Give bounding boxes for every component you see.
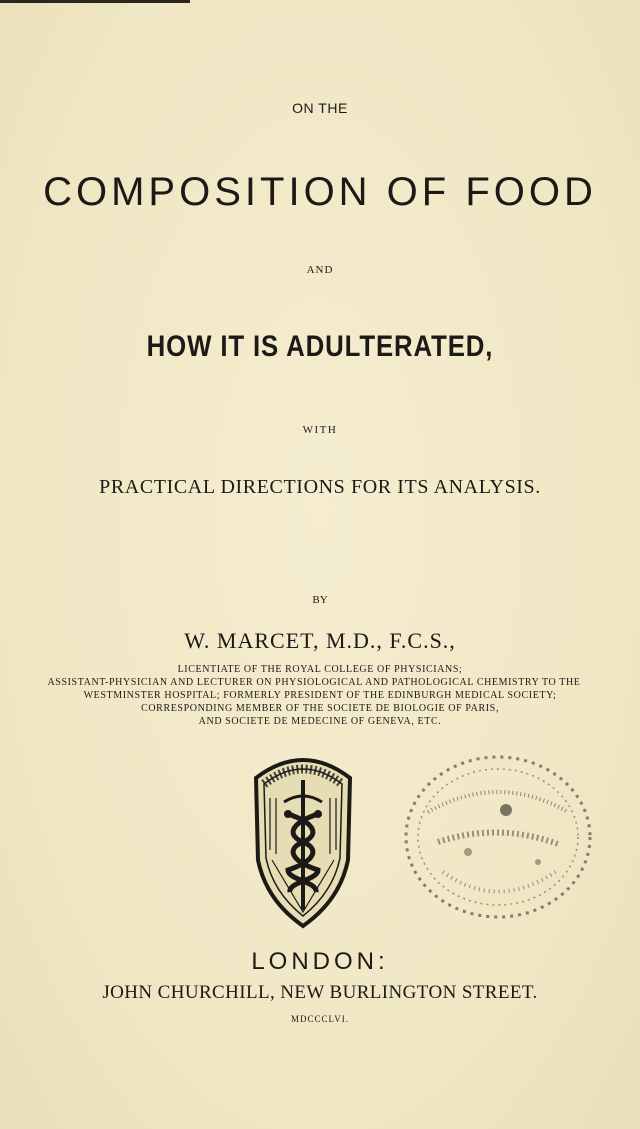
year-text: MDCCCLVI.: [291, 1014, 349, 1024]
by-text: BY: [312, 594, 328, 606]
with-text: WITH: [302, 424, 338, 436]
directions-title: PRACTICAL DIRECTIONS FOR ITS ANALYSIS.: [99, 476, 541, 498]
credential-line: WESTMINSTER HOSPITAL; FORMERLY PRESIDENT OF THE EDINBURGH MEDICAL SOCIETY;: [83, 690, 557, 701]
and-text: AND: [306, 264, 334, 276]
on-the-text: ON THE: [292, 100, 348, 116]
credential-line: ASSISTANT-PHYSICIAN AND LECTURER ON PHYSIOLOGICAL AND PATHOLOGICAL CHEMISTRY TO THE: [47, 677, 581, 688]
credential-line: CORRESPONDING MEMBER OF THE SOCIETE DE BIOLOGIE OF PARIS,: [141, 703, 499, 714]
publisher-text: JOHN CHURCHILL, NEW BURLINGTON STREET.: [102, 982, 538, 1003]
credential-line: AND SOCIETE DE MEDECINE OF GENEVA, ETC.: [198, 716, 442, 727]
subtitle: HOW IT IS ADULTERATED,: [146, 330, 494, 363]
city-text: LONDON:: [251, 948, 389, 975]
top-rule: [0, 0, 190, 3]
caduceus-shield-icon: [248, 750, 358, 930]
author-name: W. MARCET, M.D., F.C.S.,: [184, 628, 456, 653]
main-title: COMPOSITION OF FOOD: [43, 170, 597, 214]
faded-oval-seal-icon: [398, 752, 598, 922]
credential-line: LICENTIATE OF THE ROYAL COLLEGE OF PHYSICIANS;: [177, 664, 463, 675]
